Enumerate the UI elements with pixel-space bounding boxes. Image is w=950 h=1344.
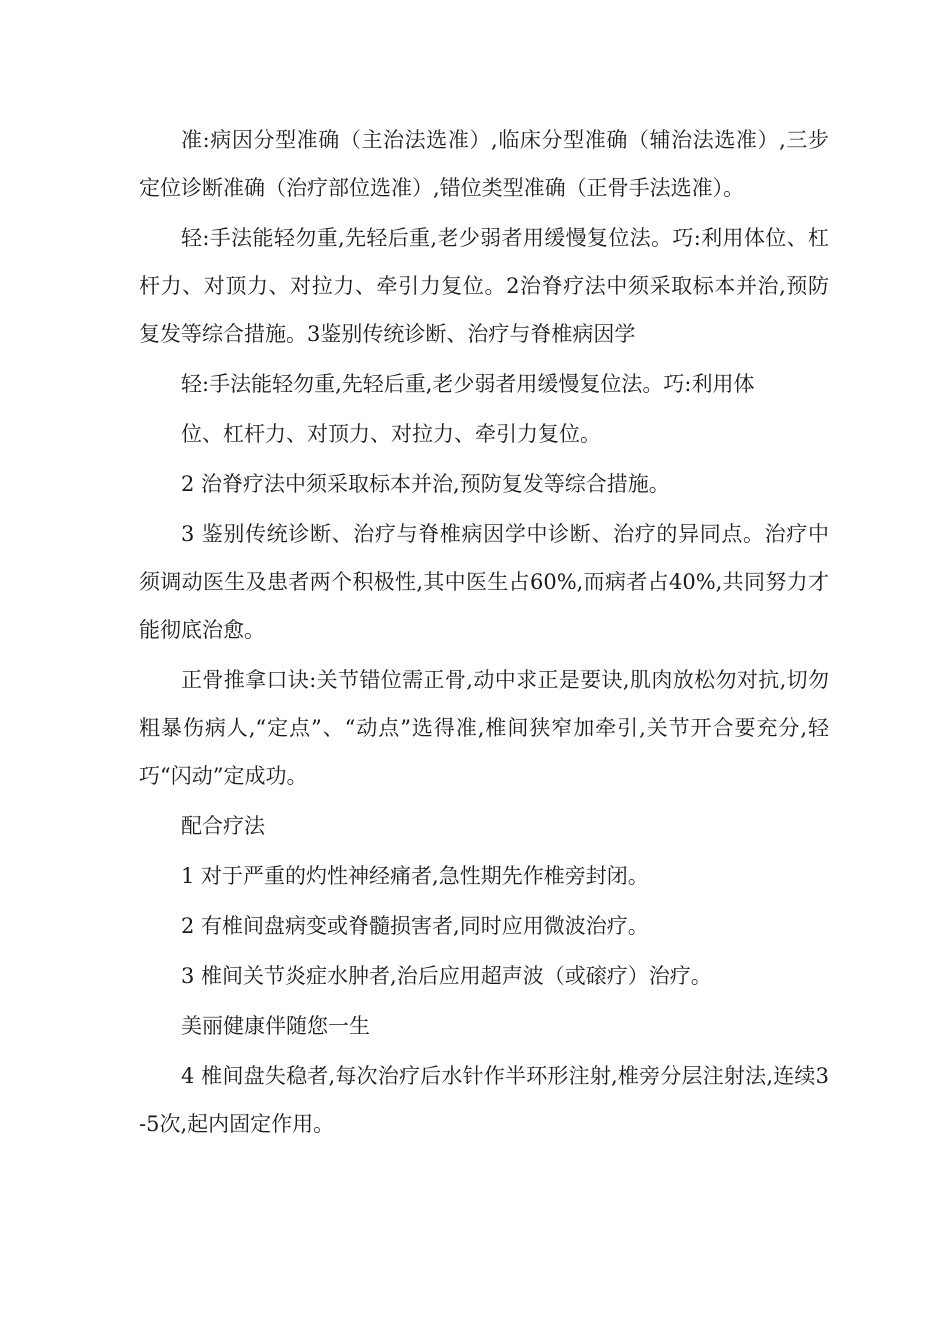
paragraph-item-3: 3 鉴别传统诊断、治疗与脊椎病因学中诊断、治疗的异同点。治疗中须调动医生及患者两个积极性,其中医生占60%,而病者占40%,共同努力才能彻底治愈。 bbox=[139, 522, 829, 642]
slogan-line: 美丽健康伴随您一生 bbox=[181, 1014, 370, 1038]
list-item-1: 1 对于严重的灼性神经痛者,急性期先作椎旁封闭。 bbox=[181, 864, 649, 888]
paragraph-item-2: 2 治脊疗法中须采取标本并治,预防复发等综合措施。 bbox=[181, 472, 670, 496]
list-item-2: 2 有椎间盘病变或脊髓损害者,同时应用微波治疗。 bbox=[181, 914, 649, 938]
document-body bbox=[139, 116, 829, 1150]
paragraph-qing-repeat-line1: 轻:手法能轻勿重,先轻后重,老少弱者用缓慢复位法。巧:利用体 bbox=[181, 372, 755, 396]
section-heading-adjunct-therapy: 配合疗法 bbox=[181, 814, 265, 838]
paragraph-mnemonic: 正骨推拿口诀:关节错位需正骨,动中求正是要诀,肌肉放松勿对抗,切勿粗暴伤病人,“定点”、“动点”选得准,椎间狭窄加牵引,关节开合要充分,轻巧“闪动”定成功。 bbox=[139, 668, 829, 788]
paragraph-zhun: 准:病因分型准确（主治法选准）,临床分型准确（辅治法选准）,三步定位诊断准确（治疗部位选准）,错位类型准确（正骨手法选准）。 bbox=[139, 128, 829, 200]
paragraph-qing-qiao-combined: 轻:手法能轻勿重,先轻后重,老少弱者用缓慢复位法。巧:利用体位、杠杆力、对顶力、对拉力、牵引力复位。2治脊疗法中须采取标本并治,预防复发等综合措施。3鉴别传统诊断、治疗与脊椎病因学 bbox=[139, 226, 829, 346]
list-item-4: 4 椎间盘失稳者,每次治疗后水针作半环形注射,椎旁分层注射法,连续3-5次,起内固定作用。 bbox=[139, 1064, 829, 1136]
list-item-3: 3 椎间关节炎症水肿者,治后应用超声波（或磙疗）治疗。 bbox=[181, 964, 712, 988]
paragraph-qing-repeat-line2: 位、杠杆力、对顶力、对拉力、牵引力复位。 bbox=[181, 422, 601, 446]
